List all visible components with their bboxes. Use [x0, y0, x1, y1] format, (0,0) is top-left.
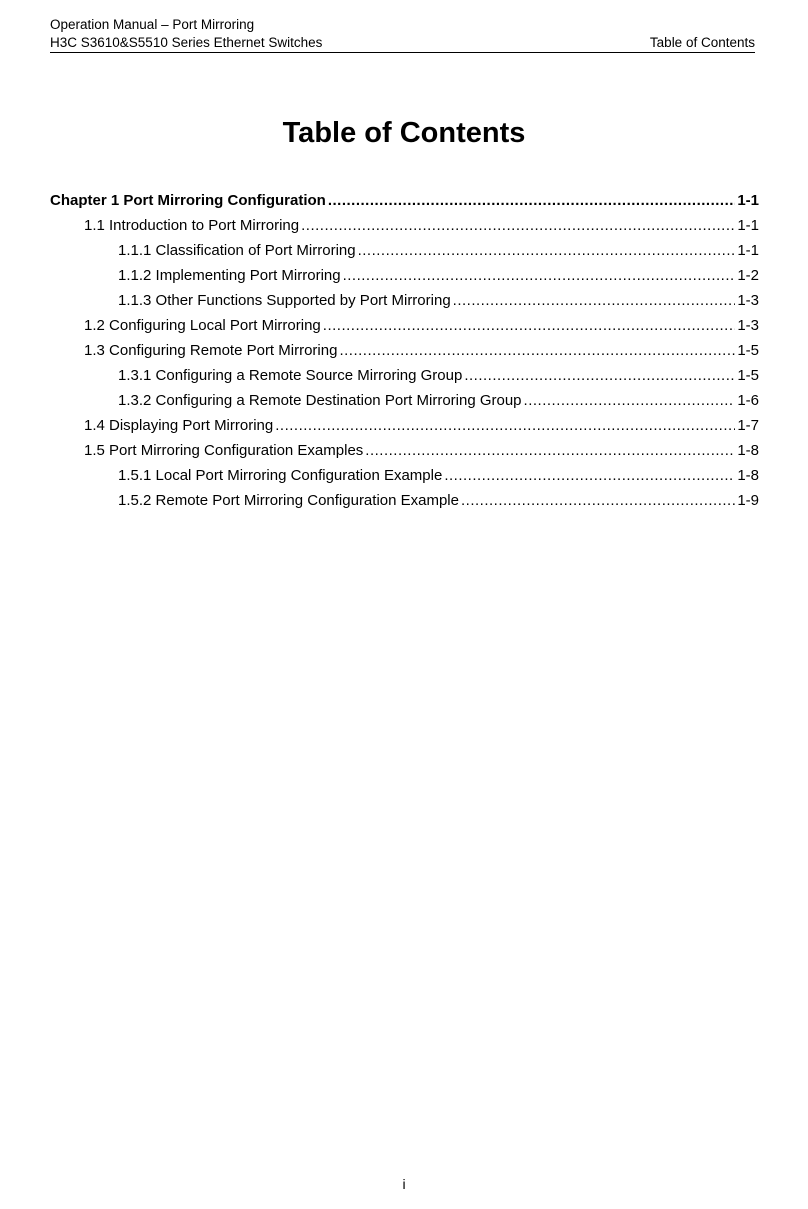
toc-entry[interactable]: [50, 213, 759, 238]
header-product-line: H3C S3610&S5510 Series Ethernet Switches: [50, 35, 323, 50]
toc-entry[interactable]: [50, 413, 759, 438]
toc-entry-page: 1-5: [737, 367, 759, 384]
toc-entry-title: 1.5.2 Remote Port Mirroring Configuration Example: [118, 492, 459, 509]
header-manual-title: Operation Manual – Port Mirroring: [50, 17, 255, 32]
toc-entry-page: 1-5: [737, 342, 759, 359]
toc-dot-leader: [343, 263, 736, 288]
toc-entry-title: 1.1.2 Implementing Port Mirroring: [118, 267, 341, 284]
toc-dot-leader: [464, 363, 735, 388]
toc-dot-leader: [358, 238, 736, 263]
toc-entry-page: 1-1: [737, 192, 759, 209]
toc-entry-title: 1.1.3 Other Functions Supported by Port Mirroring: [118, 292, 451, 309]
toc-dot-leader: [323, 313, 736, 338]
toc-entry-page: 1-8: [737, 467, 759, 484]
toc-entry-page: 1-8: [737, 442, 759, 459]
toc-dot-leader: [275, 413, 735, 438]
toc-entry[interactable]: [50, 438, 759, 463]
toc-entry-page: 1-6: [737, 392, 759, 409]
toc-entry-page: 1-7: [737, 417, 759, 434]
toc-dot-leader: [524, 388, 736, 413]
toc-entry[interactable]: [50, 238, 759, 263]
toc-entry[interactable]: [50, 363, 759, 388]
toc-entry-title: 1.4 Displaying Port Mirroring: [84, 417, 274, 434]
toc-dot-leader: [301, 213, 735, 238]
toc-entry-title: Chapter 1 Port Mirroring Configuration: [50, 192, 326, 209]
toc-dot-leader: [461, 488, 735, 513]
toc-entry[interactable]: [50, 263, 759, 288]
toc-entry[interactable]: [50, 313, 759, 338]
table-of-contents: [50, 188, 759, 513]
toc-entry[interactable]: [50, 188, 759, 213]
toc-entry-title: 1.3 Configuring Remote Port Mirroring: [84, 342, 338, 359]
toc-entry-title: 1.2 Configuring Local Port Mirroring: [84, 317, 321, 334]
toc-entry-title: 1.5.1 Local Port Mirroring Configuration Example: [118, 467, 443, 484]
toc-entry-page: 1-1: [737, 242, 759, 259]
toc-entry-title: 1.1 Introduction to Port Mirroring: [84, 217, 300, 234]
toc-dot-leader: [328, 188, 735, 213]
toc-entry[interactable]: [50, 488, 759, 513]
toc-entry[interactable]: [50, 463, 759, 488]
toc-entry-title: 1.5 Port Mirroring Configuration Examples: [84, 442, 364, 459]
toc-entry[interactable]: [50, 338, 759, 363]
toc-dot-leader: [453, 288, 736, 313]
toc-entry-page: 1-3: [737, 292, 759, 309]
page-header: [50, 15, 755, 53]
header-section-name: Table of Contents: [649, 35, 755, 50]
toc-dot-leader: [339, 338, 735, 363]
toc-entry-page: 1-9: [737, 492, 759, 509]
toc-entry-title: 1.1.1 Classification of Port Mirroring: [118, 242, 356, 259]
toc-entry[interactable]: [50, 288, 759, 313]
toc-entry-title: 1.3.1 Configuring a Remote Source Mirroring Group: [118, 367, 463, 384]
toc-dot-leader: [365, 438, 735, 463]
page-title: Table of Contents: [282, 117, 526, 149]
toc-entry-page: 1-3: [737, 317, 759, 334]
toc-entry-page: 1-1: [737, 217, 759, 234]
toc-entry-page: 1-2: [737, 267, 759, 284]
page-number: i: [402, 1176, 406, 1192]
toc-dot-leader: [444, 463, 735, 488]
toc-entry[interactable]: [50, 388, 759, 413]
toc-entry-title: 1.3.2 Configuring a Remote Destination Port Mirroring Group: [118, 392, 522, 409]
